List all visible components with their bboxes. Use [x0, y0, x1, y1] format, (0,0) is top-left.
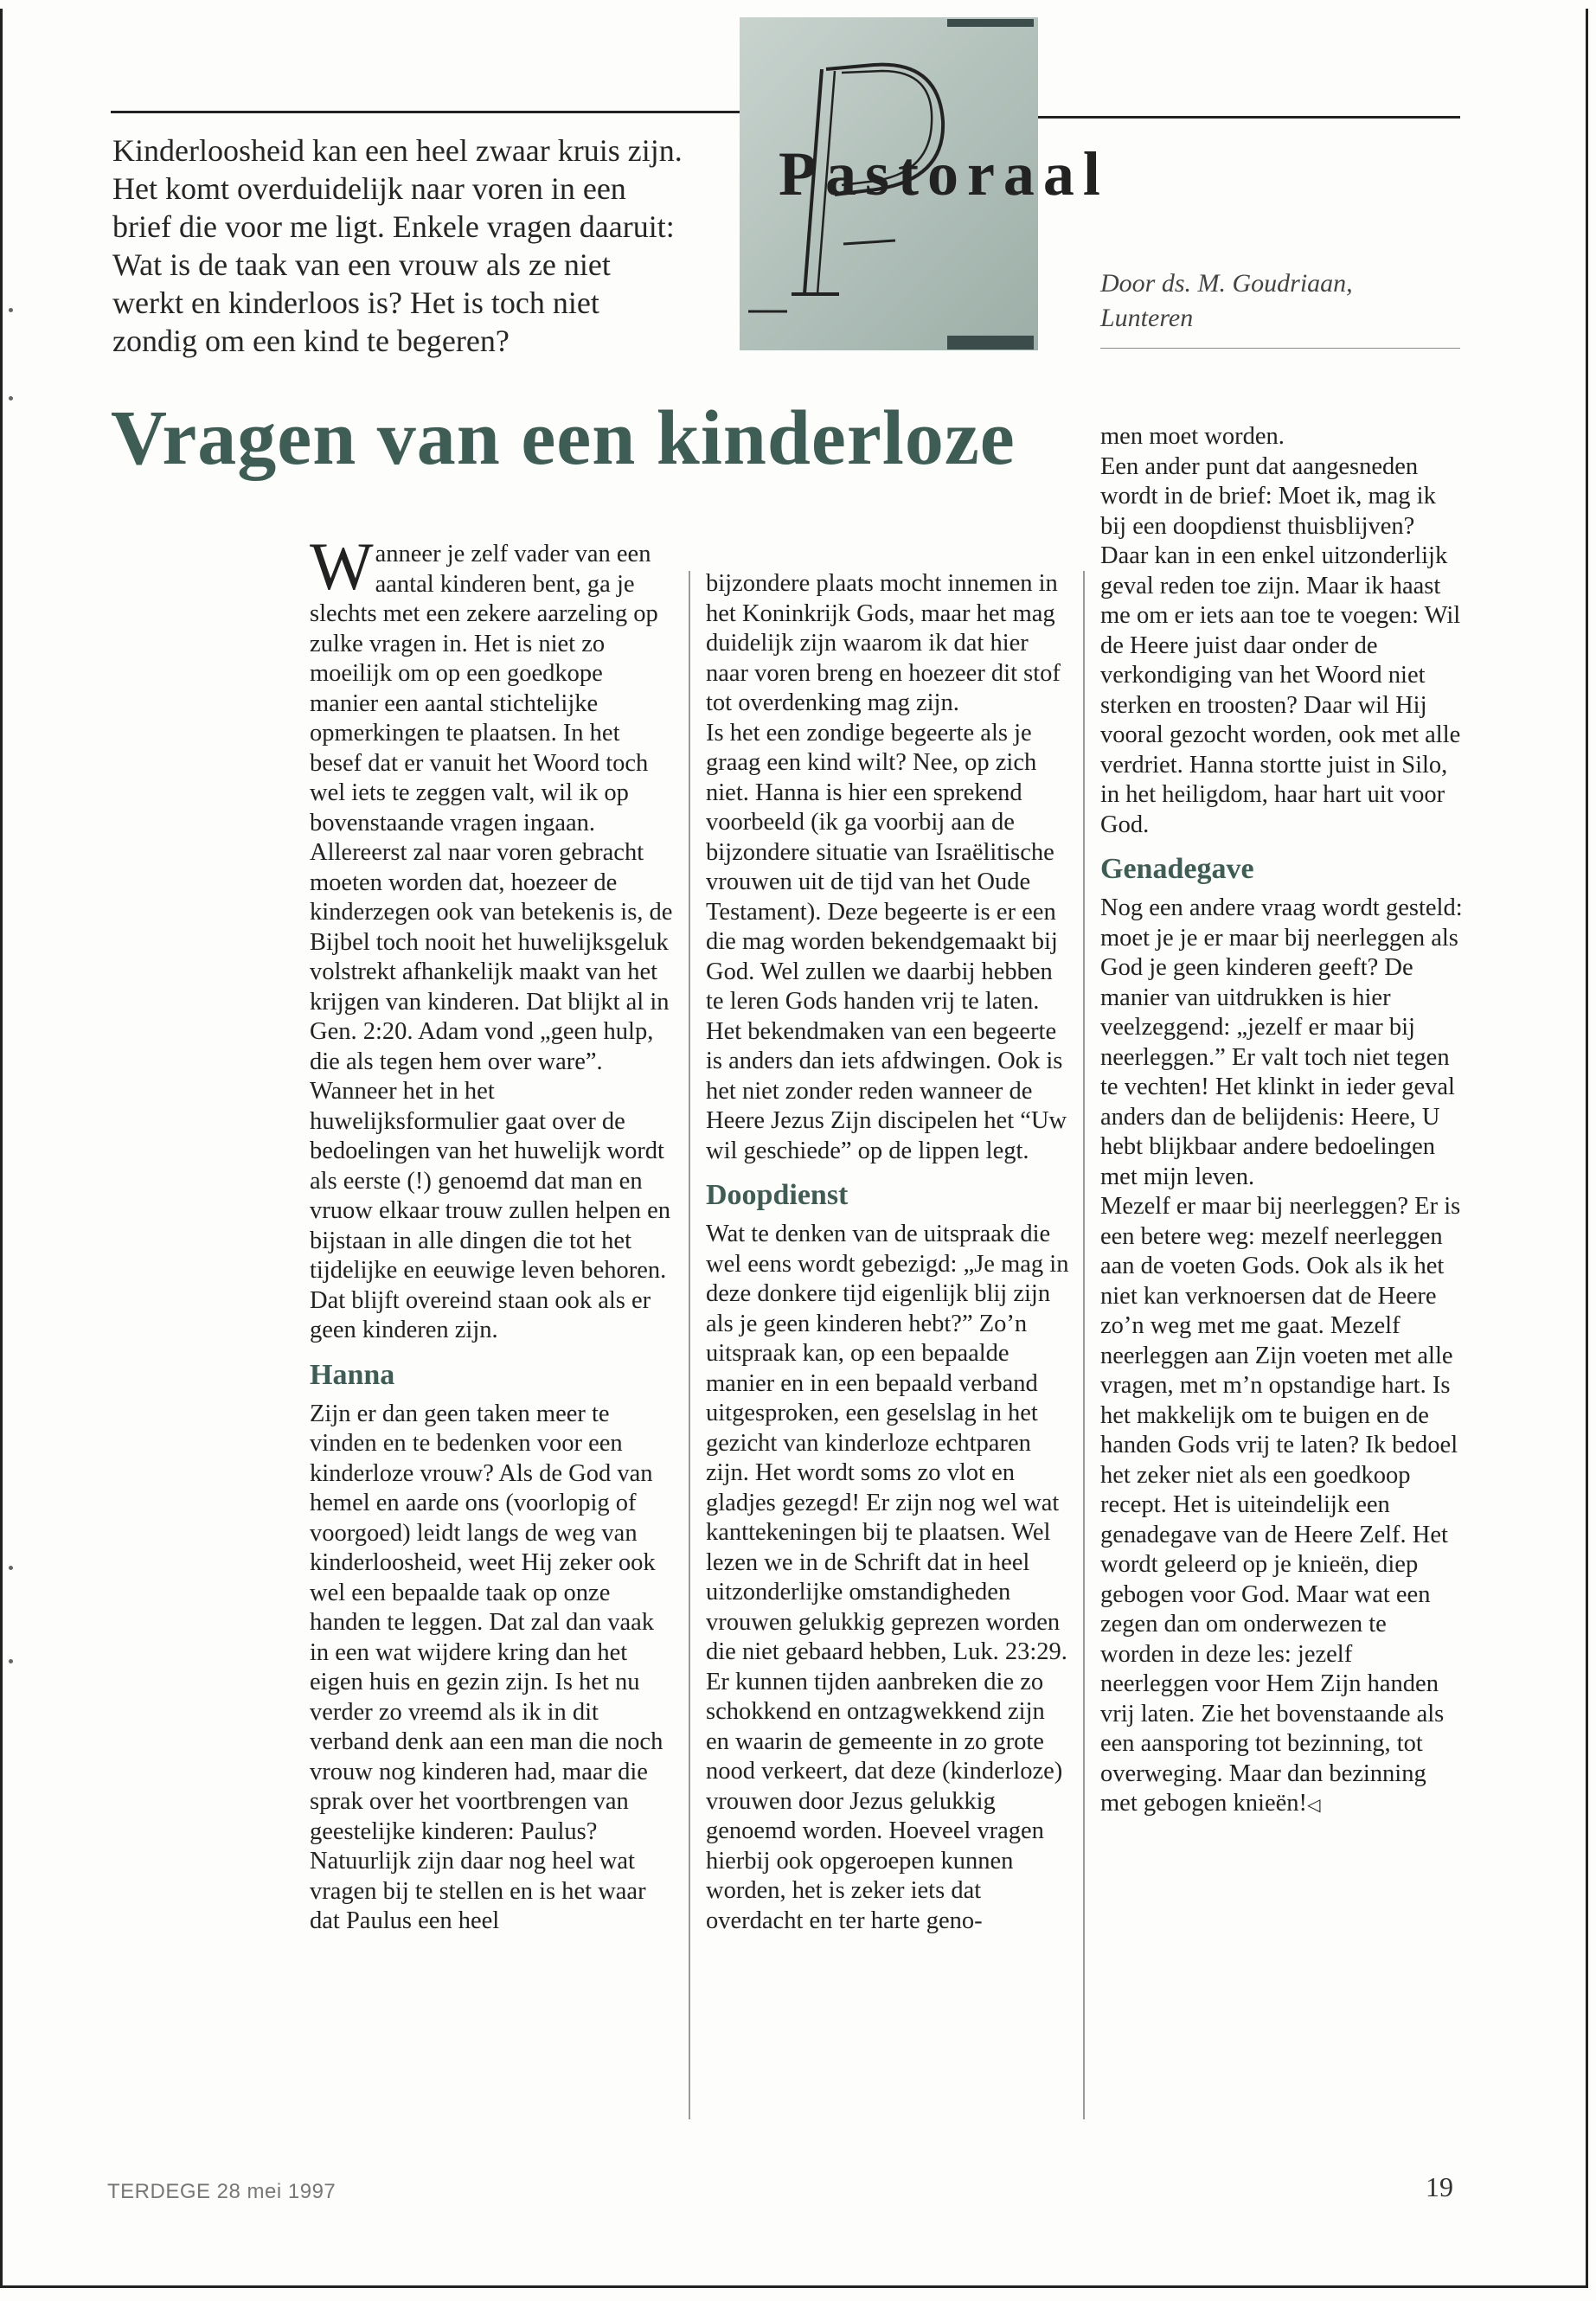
paragraph: men moet worden.	[1100, 423, 1285, 450]
subheading-hanna: Hanna	[310, 1358, 395, 1391]
article-column-2	[706, 569, 1069, 1936]
article-column-3	[1100, 422, 1464, 1820]
paragraph: Mezelf er maar bij neerleggen? Er is een betere weg: mezelf neerleggen aan de voeten Gods. Ook als ik het niet kan verknoersen dat de Heere zo’n weg met me gaat. Mezelf neerleggen aan Zijn voeten met alle vragen, met m’n opstandige hart. Is het makkelijk om te buigen en de handen Gods vrij te laten? Ik bedoel het zeker niet als een goedkoop recept. Het is uiteindelijk een genadegave van de Heere Zelf. Het wordt geleerd op je knieën, diep gebogen voor God. Maar wat een zegen dan om onderwezen te worden in deze les: jezelf neerleggen voor Hem Zijn handen vrij laten. Zie het bovenstaande als een aansporing tot bezinning, tot overweging. Maar dan bezinning met gebogen knieën!◁	[1100, 1193, 1461, 1817]
drop-cap: W	[310, 529, 374, 604]
paragraph: Wat te denken van de uitspraak die wel eens wordt gebezigd: „Je mag in deze donkere tijd eigenlijk blij zijn als je geen kinderen hebt?” Zo’n uitspraak kan, op een bepaalde manier en in een bepaald verband uitgesproken, een geselslag in het gezicht van kinderloze echtparen zijn. Het wordt soms zo vlot en gladjes gezegd! Er zijn nog wel wat kanttekeningen bij te plaatsen. Wel lezen we in de Schrift dat in heel uitzonderlijke omstandigheden vrouwen gelukkig geprezen worden die niet gebaard hebben, Luk. 23:29. Er kunnen tijden aanbreken die zo schokkend en ontzagwekkend zijn en waarin de gemeente in zo grote nood verkeert, dat deze (kinderloze) vrouwen door Jezus gelukkig genoemd worden. Hoeveel vragen hierbij ook opgeroepen kunnen worden, het is zeker iets dat overdacht en ter harte geno-	[706, 1221, 1069, 1934]
paragraph: bijzondere plaats mocht innemen in het Koninkrijk Gods, maar het mag duidelijk zijn waarom ik dat hier naar voren breng en hoezeer dit stof tot overdenking mag zijn.	[706, 570, 1061, 716]
paragraph: Wanneer je zelf vader van een aantal kinderen bent, ga je slechts met een zekere aarzeling op zulke vragen in. Het is niet zo moeilijk om op een goedkope manier een aantal stichtelijke opmerkingen te plaatsen. In het besef dat er vanuit het Woord toch wel iets te zeggen valt, wil ik op bovenstaande vragen ingaan.	[310, 529, 658, 836]
section-label: Pastoraal	[779, 139, 1109, 208]
paragraph: Zijn er dan geen taken meer te vinden en te bedenken voor een kinderloze vrouw? Als de God van hemel en aarde ons (voorlopig of voorgoed) leidt langs de weg van kinderloosheid, weet Hij zeker ook wel een bepaalde taak op onze handen te leggen. Dat zal dan vaak in een wat wijdere kring dan het eigen huis en gezin zijn. Is het nu verder zo vreemd als ik in dit verband denk aan een man die noch vrouw nog kinderen had, maar die sprak over het voortbrengen van geestelijke kinderen: Paulus? Natuurlijk zijn daar nog heel wat vragen bij te stellen en is het waar dat Paulus een heel	[310, 1400, 663, 1934]
article-column-1	[310, 529, 673, 1937]
paragraph: Is het een zondige begeerte als je graag een kind wilt? Nee, op zich niet. Hanna is hier een sprekend voorbeeld (ik ga voorbij aan de bijzondere situatie van Israëlitische vrouwen uit de tijd van het Oude Testament). Deze begeerte is er een die mag worden bekendgemaakt bij God. Wel zullen we daarbij hebben te leren Gods handen vrij te laten. Het bekendmaken van een begeerte is anders dan iets afdwingen. Ook is het niet zonder reden wanneer de Heere Jezus Zijn discipelen het “Uw wil geschiede” op de lippen legt.	[706, 719, 1067, 1164]
article-headline: Vragen van een kinderloze	[111, 395, 1016, 481]
subheading-doopdienst: Doopdienst	[706, 1179, 849, 1211]
column-separator-1	[689, 571, 690, 2119]
top-rule-left	[111, 111, 740, 113]
byline-place: Lunteren	[1100, 304, 1194, 332]
binding-mark	[9, 396, 13, 401]
binding-mark	[9, 1659, 13, 1663]
byline-rule	[1100, 348, 1460, 349]
end-mark-icon: ◁	[1307, 1794, 1321, 1815]
top-rule-right	[1038, 116, 1460, 119]
byline-author: Door ds. M. Goudriaan,	[1100, 269, 1353, 298]
subheading-genadegave: Genadegave	[1100, 853, 1254, 885]
intro-deck: Kinderloosheid kan een heel zwaar kruis zijn. Het komt overduidelijk naar voren in een brief die voor me ligt. Enkele vragen daaruit: Wat is de taak van een vrouw als ze niet werkt en kinderloos is? Het is toch niet zondig om een kind te begeren?	[112, 133, 683, 358]
byline	[1100, 266, 1429, 336]
binding-mark	[9, 1566, 13, 1570]
footer-publication: TERDEGE 28 mei 1997	[107, 2180, 337, 2203]
page-number: 19	[1426, 2171, 1453, 2202]
paragraph: Allereerst zal naar voren gebracht moeten worden dat, hoezeer de kinderzegen ook van betekenis is, de Bijbel toch nooit het huwelijksgeluk volstrekt afhankelijk maakt van het krijgen van kinderen. Dat blijkt al in Gen. 2:20. Adam vond „geen hulp, die als tegen hem over ware”. Wanneer het in het huwelijksformulier gaat over de bedoelingen van het huwelijk wordt als eerste (!) genoemd dat man en vruow elkaar trouw zullen helpen en bijstaan in alle dingen die tot het tijdelijke en eeuwige leven behoren. Dat blijft overeind staan ook als er geen kinderen zijn.	[310, 839, 673, 1343]
binding-mark	[9, 308, 13, 312]
paragraph: Een ander punt dat aangesneden wordt in de brief: Moet ik, mag ik bij een doopdienst thuisblijven? Daar kan in een enkel uitzonderlijk geval reden toe zijn. Maar ik haast me om er iets aan toe te voegen: Wil de Heere juist daar onder de verkondiging van het Woord niet sterken en troosten? Daar wil Hij vooral gezocht worden, ook met alle verdriet. Hanna stortte juist in Silo, in het heiligdom, haar hart uit voor God.	[1100, 452, 1461, 838]
column-separator-2	[1083, 571, 1085, 2119]
paragraph: Nog een andere vraag wordt gesteld: moet je je er maar bij neerleggen als God je geen kinderen geeft? De manier van uitdrukken is hier veelzeggend: „jezelf er maar bij neerleggen.” Er valt toch niet tegen te vechten! Het klinkt in ieder geval anders dan de belijdenis: Heere, U hebt blijkbaar andere bedoelingen met mijn leven.	[1100, 894, 1463, 1190]
